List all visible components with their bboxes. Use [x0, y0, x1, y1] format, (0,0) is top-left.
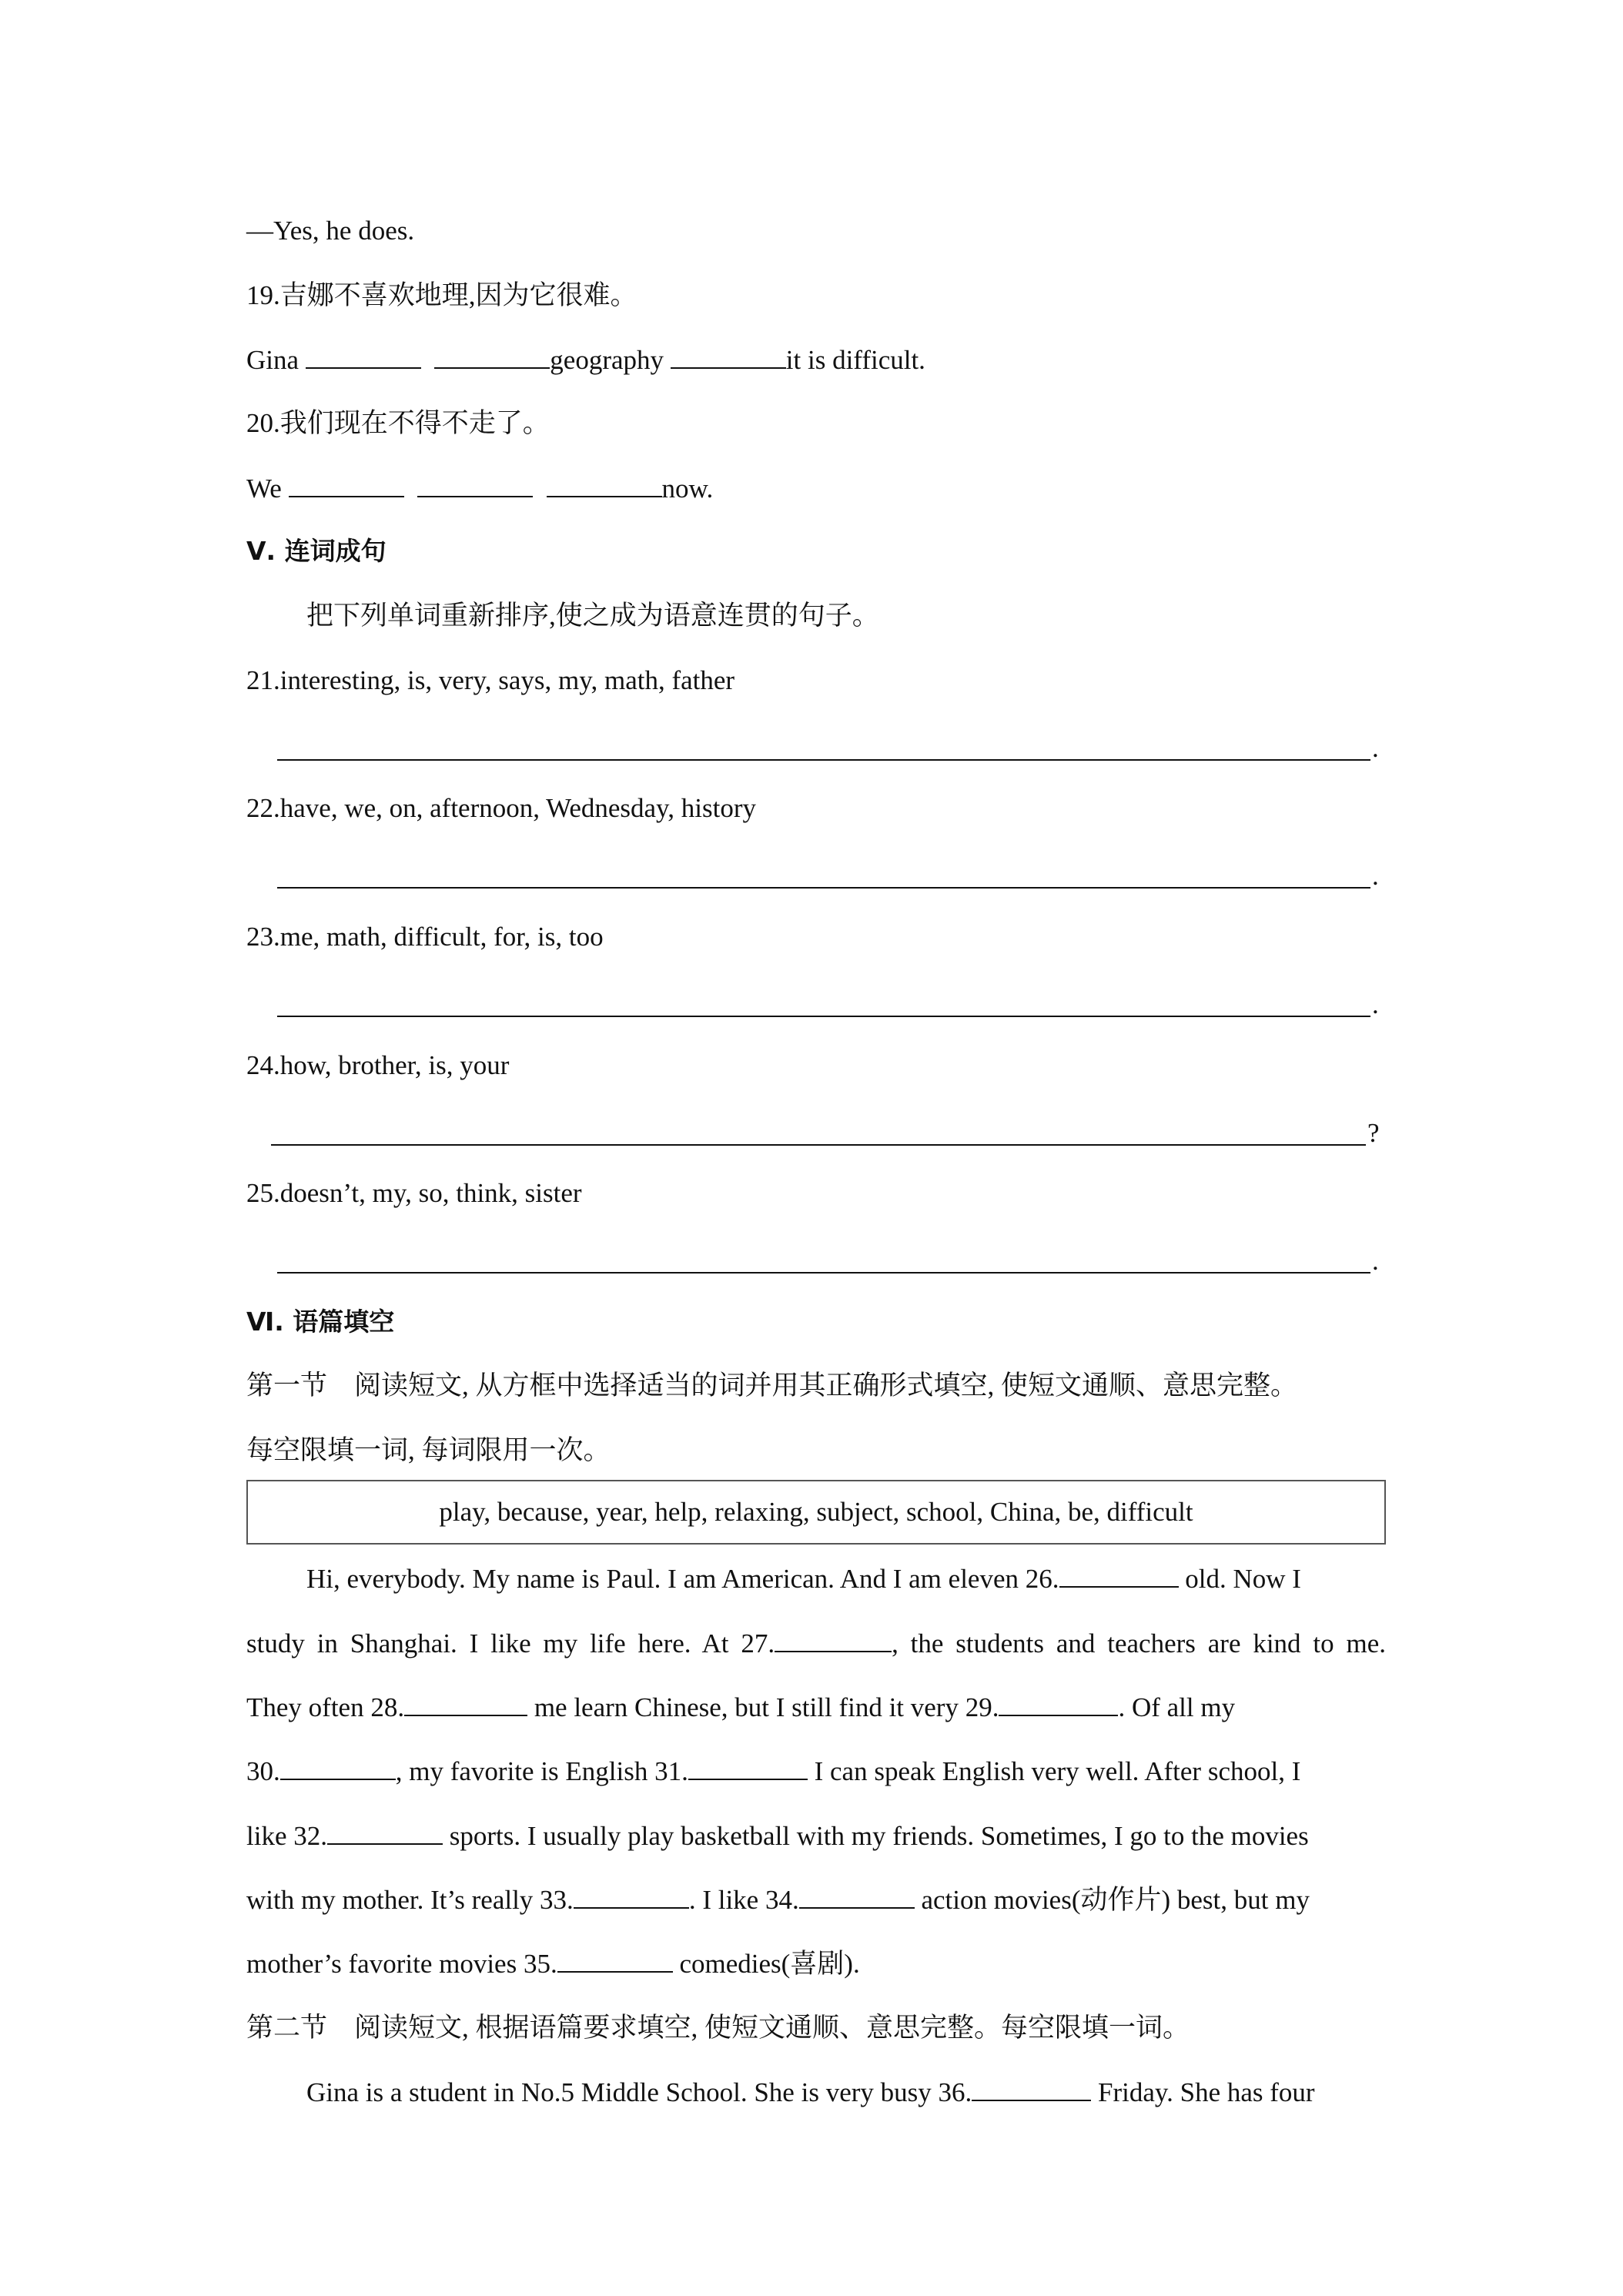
blank-35[interactable]	[557, 1946, 673, 1973]
passage-text: , my favorite is English 31.	[395, 1756, 688, 1786]
passage-text: old. Now I	[1178, 1564, 1301, 1594]
question-22-answer-line[interactable]	[277, 859, 1386, 893]
section-6-title: Ⅵ. 语篇填空	[246, 1307, 395, 1337]
question-19-prompt: 19.吉娜不喜欢地理,因为它很难。	[246, 280, 637, 310]
blank-30[interactable]	[280, 1754, 396, 1780]
passage2-line-1	[306, 2075, 1386, 2109]
passage-text: comedies(喜剧).	[672, 1949, 860, 1979]
passage-text: Hi, everybody. My name is Paul. I am American. And I am eleven 26.	[306, 1564, 1059, 1594]
q19-text-c: it is difficult.	[785, 345, 925, 375]
blank-27[interactable]	[775, 1626, 892, 1652]
passage-text: like 32.	[246, 1821, 327, 1851]
blank-34[interactable]	[799, 1883, 915, 1909]
blank-29[interactable]	[999, 1690, 1118, 1716]
answer-rule	[277, 887, 1370, 889]
question-19-sentence	[246, 343, 925, 377]
question-20-prompt: 20.我们现在不得不走了。	[246, 408, 550, 438]
answer-rule	[277, 1016, 1370, 1017]
passage-text: . I like 34.	[688, 1885, 799, 1915]
q19-blank-3[interactable]	[671, 343, 786, 369]
blank-31[interactable]	[688, 1754, 808, 1780]
blank-33[interactable]	[574, 1883, 689, 1909]
q20-text-b: now.	[661, 474, 714, 504]
answer-rule	[271, 1144, 1366, 1146]
passage-text: me learn Chinese, but I still find it very 29.	[527, 1692, 999, 1722]
section-5-title: Ⅴ. 连词成句	[246, 536, 387, 566]
section-6-part1-instruction-line2: 每空限填一词, 每词限用一次。	[246, 1435, 611, 1465]
passage-text: Friday. She has four	[1091, 2077, 1315, 2107]
answer-rule	[277, 759, 1370, 761]
q19-text-b: geography	[550, 345, 671, 375]
passage-text: . Of all my	[1118, 1692, 1236, 1722]
question-23-prompt: 23.me, math, difficult, for, is, too	[246, 922, 604, 952]
question-24-answer-line[interactable]	[271, 1116, 1387, 1150]
answer-rule	[277, 1272, 1370, 1274]
question-23-answer-line[interactable]	[277, 988, 1386, 1022]
blank-28[interactable]	[404, 1690, 527, 1716]
passage-text: study in Shanghai. I like my life here. At 27.	[246, 1628, 775, 1658]
answer-end-punct: .	[1372, 1246, 1379, 1276]
word-bank-box	[246, 1480, 1386, 1545]
passage1-line-7	[246, 1946, 1386, 1980]
passage1-line-2	[246, 1626, 1386, 1660]
blank-36[interactable]	[972, 2075, 1091, 2101]
q19-blank-1[interactable]	[306, 343, 421, 369]
answer-18: —Yes, he does.	[246, 216, 415, 246]
answer-end-punct: .	[1372, 733, 1379, 763]
blank-26[interactable]	[1059, 1561, 1179, 1588]
question-25-prompt: 25.doesn’t, my, so, think, sister	[246, 1178, 582, 1208]
section-6-part2-instruction: 第二节 阅读短文, 根据语篇要求填空, 使短文通顺、意思完整。每空限填一词。	[246, 2013, 1190, 2043]
passage1-line-4	[246, 1754, 1386, 1788]
passage-text: Gina is a student in No.5 Middle School. She is very busy 36.	[306, 2077, 972, 2107]
question-24-prompt: 24.how, brother, is, your	[246, 1050, 510, 1080]
passage-text: sports. I usually play basketball with my friends. Sometimes, I go to the movies	[442, 1821, 1309, 1851]
answer-end-punct: .	[1372, 861, 1379, 891]
q20-blank-3[interactable]	[547, 471, 662, 497]
question-25-answer-line[interactable]	[277, 1244, 1386, 1278]
question-21-prompt: 21.interesting, is, very, says, my, math, father	[246, 665, 735, 695]
passage-text: mother’s favorite movies 35.	[246, 1949, 557, 1979]
answer-end-punct: .	[1372, 989, 1379, 1019]
q19-text-a: Gina	[246, 345, 306, 375]
passage-text: action movies(动作片) best, but my	[914, 1885, 1310, 1915]
passage1-line-6	[246, 1883, 1386, 1916]
passage-text: They often 28.	[246, 1692, 405, 1722]
q19-blank-2[interactable]	[434, 343, 550, 369]
section-6-part1-instruction-line1: 第一节 阅读短文, 从方框中选择适当的词并用其正确形式填空, 使短文通顺、意思完整。	[246, 1371, 1298, 1401]
passage-text: with my mother. It’s really 33.	[246, 1885, 574, 1915]
question-22-prompt: 22.have, we, on, afternoon, Wednesday, history	[246, 793, 757, 823]
blank-32[interactable]	[327, 1819, 443, 1845]
word-bank-text: play, because, year, help, relaxing, subject, school, China, be, difficult	[439, 1497, 1193, 1527]
q20-blank-2[interactable]	[417, 471, 533, 497]
q20-text-a: We	[246, 474, 289, 504]
question-20-sentence	[246, 471, 713, 505]
passage1-line-1	[306, 1561, 1386, 1595]
passage-text: I can speak English very well. After school, I	[807, 1756, 1301, 1786]
passage1-line-5	[246, 1819, 1386, 1853]
q20-blank-1[interactable]	[289, 471, 404, 497]
answer-end-punct: ?	[1367, 1118, 1380, 1148]
passage-text: 30.	[246, 1756, 280, 1786]
passage1-line-3	[246, 1690, 1386, 1724]
passage-text: , the students and teachers are kind to me.	[892, 1628, 1387, 1658]
section-5-instruction: 把下列单词重新排序,使之成为语意连贯的句子。	[306, 601, 879, 631]
question-21-answer-line[interactable]	[277, 731, 1386, 765]
